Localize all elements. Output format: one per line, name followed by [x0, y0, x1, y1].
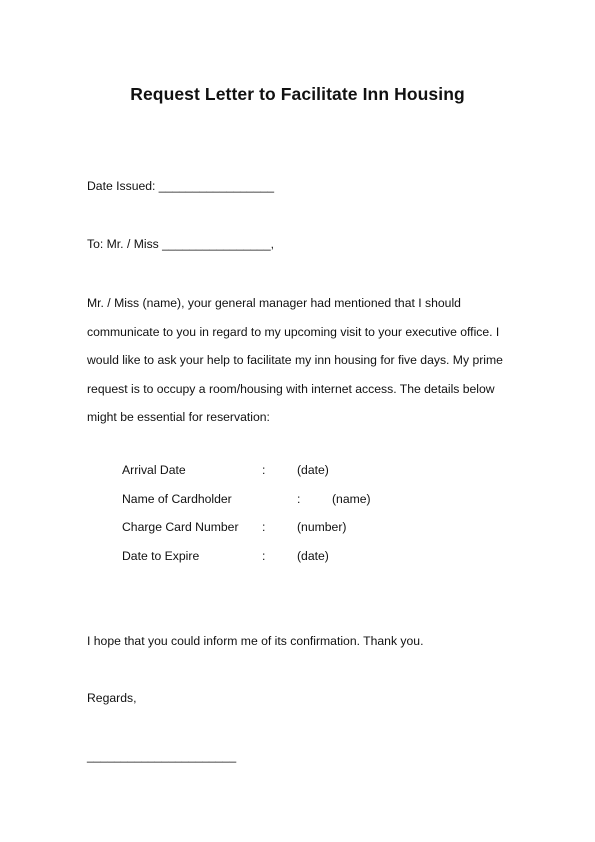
body-line: Mr. / Miss (name), your general manager had mentioned that I should	[87, 296, 461, 310]
body-line: might be essential for reservation:	[87, 410, 270, 425]
detail-label: Charge Card Number	[122, 520, 239, 534]
detail-value: (date)	[297, 463, 329, 477]
detail-colon: :	[297, 492, 301, 506]
detail-label: Arrival Date	[122, 463, 186, 477]
detail-row-expiry	[122, 549, 422, 565]
detail-row-cardholder	[122, 492, 422, 508]
letter-body	[87, 289, 507, 432]
detail-row-arrival-date	[122, 463, 422, 479]
recipient-line: To: Mr. / Miss ________________,	[87, 237, 274, 251]
letter-title: Request Letter to Facilitate Inn Housing	[130, 84, 465, 104]
detail-label: Name of Cardholder	[122, 492, 232, 506]
detail-colon: :	[262, 520, 266, 534]
closing-line: I hope that you could inform me of its confirmation. Thank you.	[87, 634, 424, 648]
date-issued-line: Date Issued: _________________	[87, 179, 275, 193]
detail-row-card-number	[122, 520, 422, 536]
detail-value: (name)	[332, 492, 371, 506]
body-line: communicate to you in regard to my upcoming visit to your executive office. I	[87, 324, 500, 339]
body-line: would like to ask your help to facilitate my inn housing for five days. My prime	[87, 353, 503, 368]
signature-line: ______________________	[87, 749, 237, 763]
regards-line: Regards,	[87, 691, 137, 705]
body-line: request is to occupy a room/housing with internet access. The details below	[87, 381, 495, 396]
detail-value: (number)	[297, 520, 347, 534]
detail-label: Date to Expire	[122, 549, 200, 563]
detail-colon: :	[262, 549, 266, 563]
detail-value: (date)	[297, 549, 329, 563]
detail-colon: :	[262, 463, 266, 477]
